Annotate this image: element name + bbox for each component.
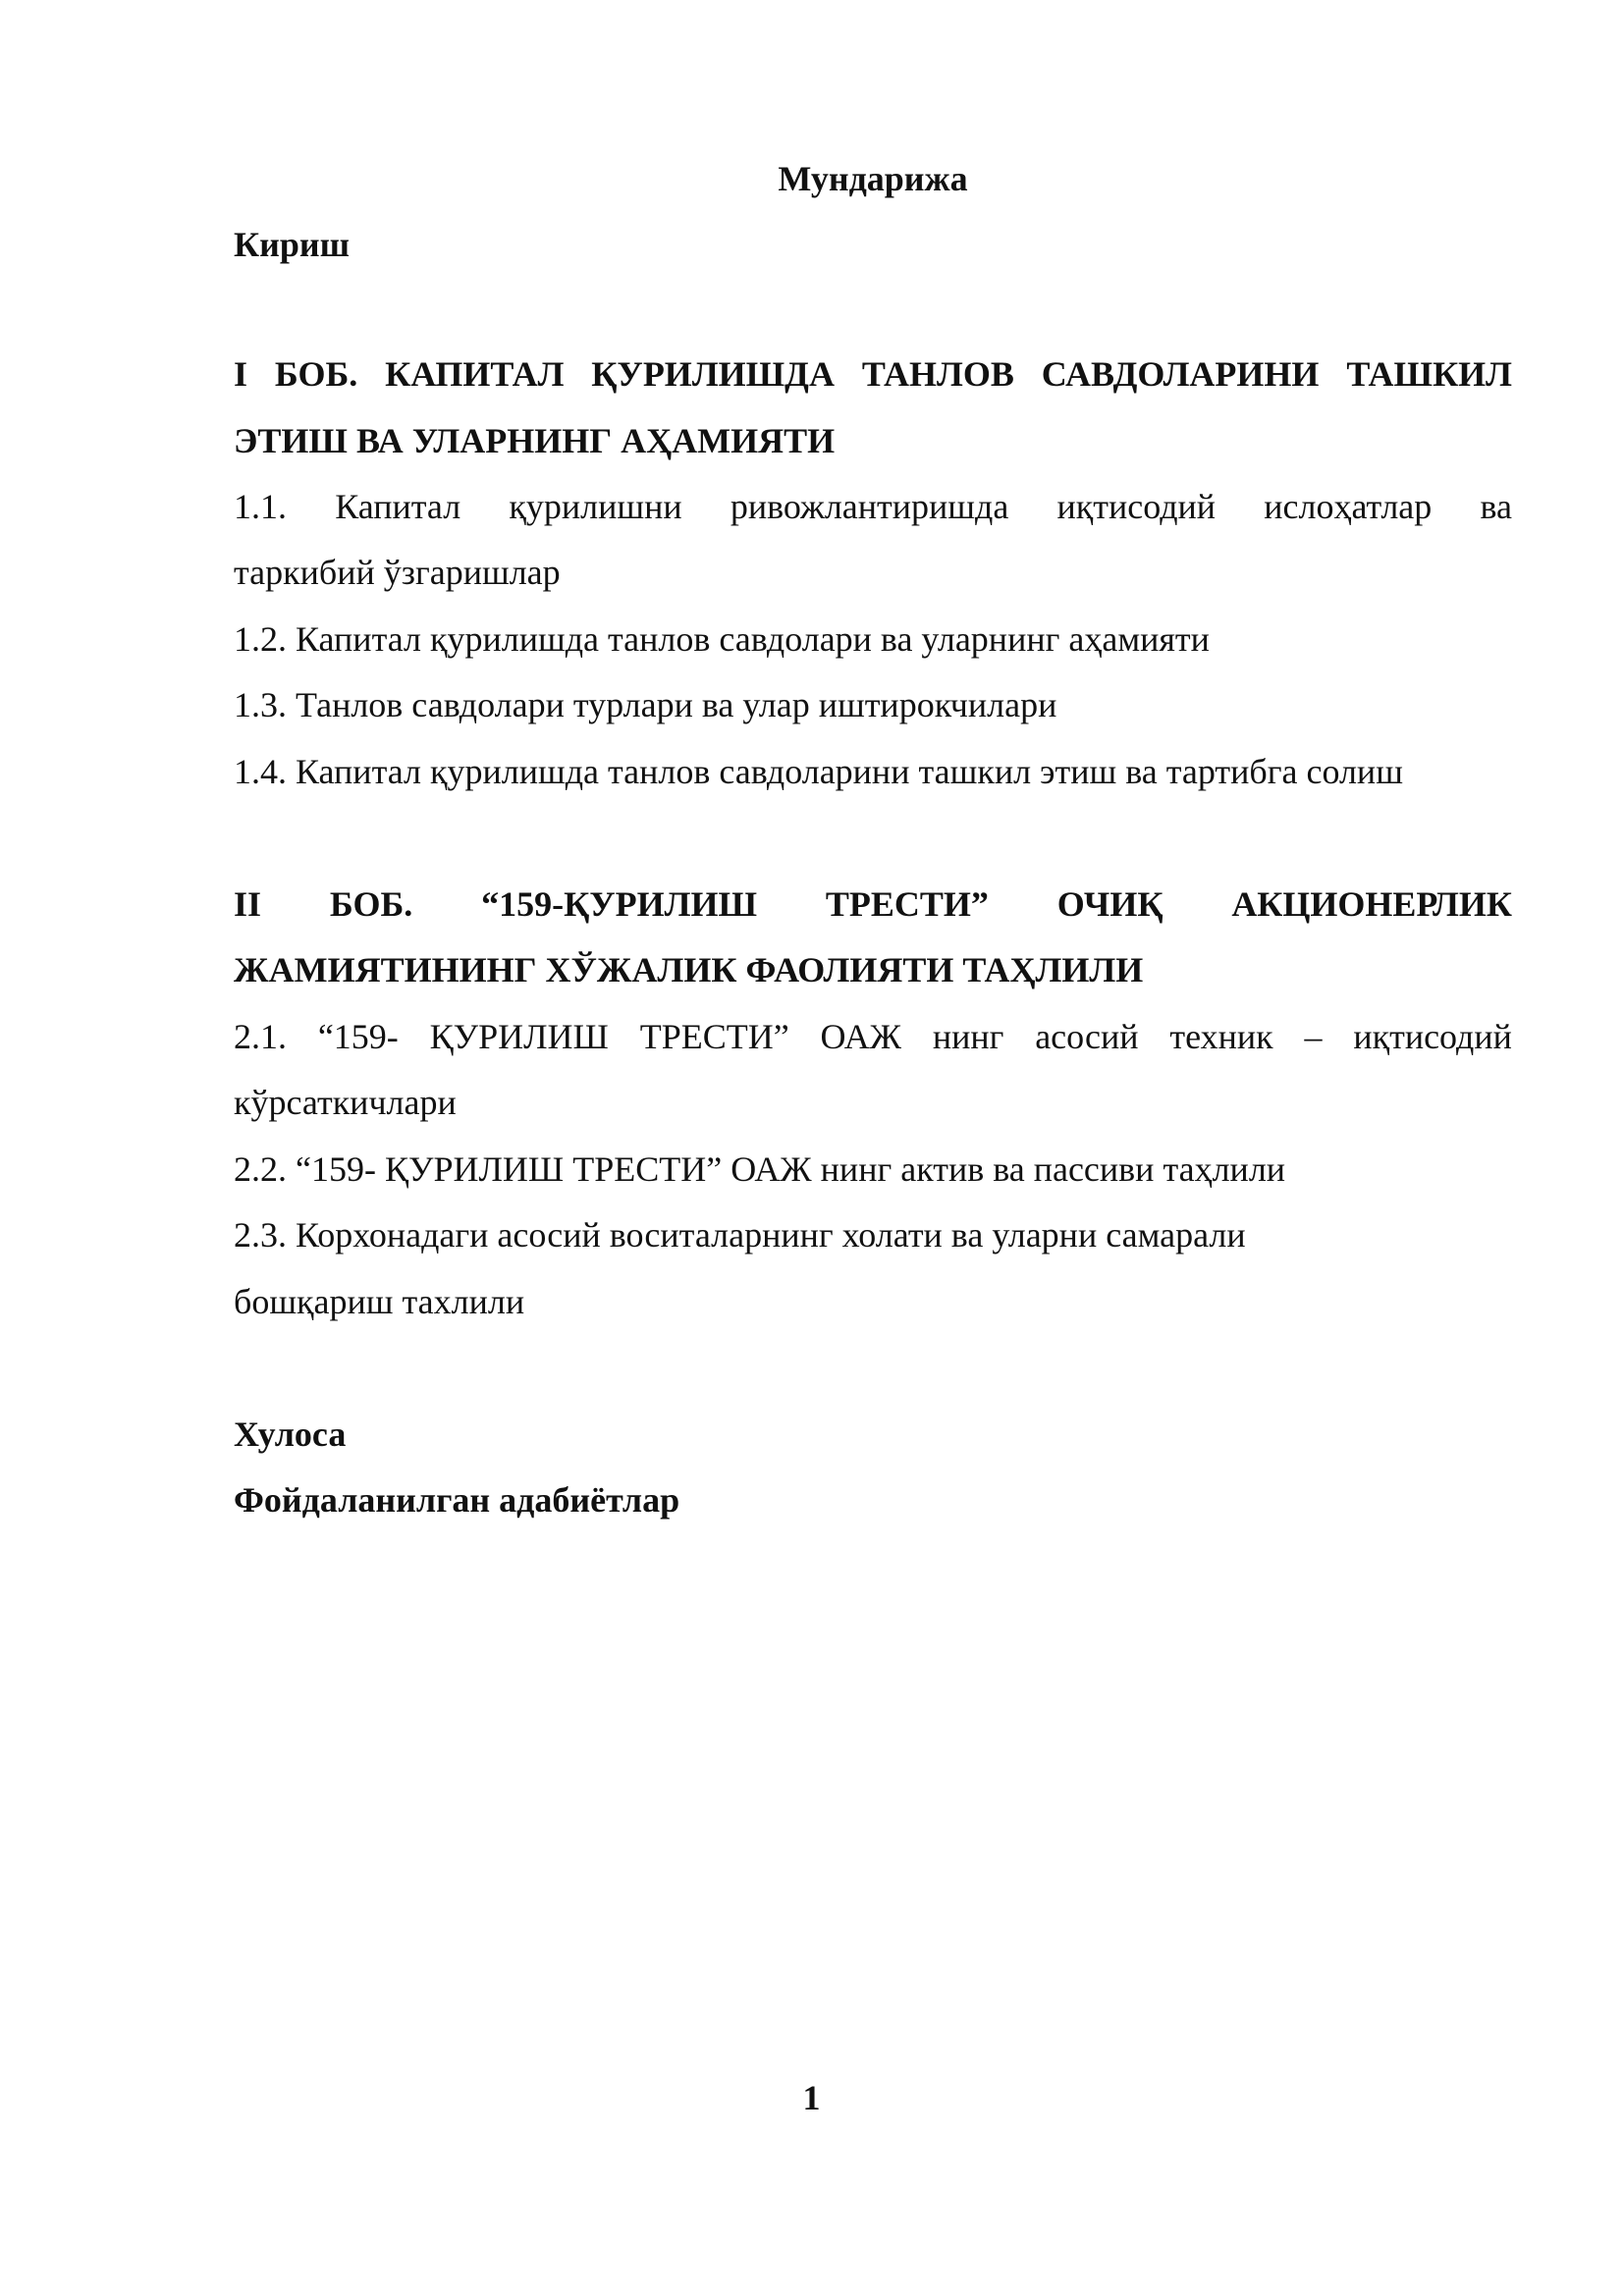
toc-title: Мундарижа <box>778 159 968 198</box>
page-number: 1 <box>802 2078 821 2117</box>
chapter2-heading-word: БОБ. <box>329 884 413 924</box>
toc-item-word: 2.1. <box>234 1017 287 1056</box>
toc-item-2-3: 2.3. Корхонадаги асосий воситаларнинг холати ва уларни самарали <box>234 1215 1246 1255</box>
chapter2-heading-word: “159-ҚУРИЛИШ <box>481 884 758 924</box>
toc-item-word: ҚУРИЛИШ <box>429 1017 609 1056</box>
toc-item-word: қурилишни <box>509 487 682 526</box>
chapter1-heading <box>234 352 1512 396</box>
toc-conclusion: Хулоса <box>234 1415 347 1454</box>
chapter1-heading-word: I <box>234 354 248 394</box>
toc-item-word: ва <box>1480 487 1512 526</box>
toc-item-word: нинг <box>932 1017 1004 1056</box>
chapter1-heading-continued: ЭТИШ ВА УЛАРНИНГ АҲАМИЯТИ <box>234 421 836 460</box>
toc-item-2-3-continued: бошқариш тахлили <box>234 1282 525 1321</box>
toc-item-2-1 <box>234 1015 1512 1058</box>
chapter1-heading-word: БОБ. <box>274 354 358 394</box>
toc-item-word: ислоҳатлар <box>1264 487 1433 526</box>
toc-item-1-3: 1.3. Танлов савдолари турлари ва улар иштирокчилари <box>234 685 1057 724</box>
toc-item-2-1-continued: кўрсаткичлари <box>234 1083 457 1122</box>
toc-item-2-2: 2.2. “159- ҚУРИЛИШ ТРЕСТИ” ОАЖ нинг актив ва пассиви таҳлили <box>234 1149 1286 1189</box>
toc-item-1-4: 1.4. Капитал қурилишда танлов савдоларини ташкил этиш ва тартибга солиш <box>234 752 1403 791</box>
toc-references: Фойдаланилган адабиётлар <box>234 1480 680 1520</box>
toc-item-word: Капитал <box>335 487 461 526</box>
chapter2-heading-word: АКЦИОНЕРЛИК <box>1231 884 1512 924</box>
chapter2-heading-word: ОЧИҚ <box>1056 884 1163 924</box>
toc-item-word: асосий <box>1035 1017 1139 1056</box>
toc-item-1-1 <box>234 485 1512 528</box>
toc-item-1-1-continued: таркибий ўзгаришлар <box>234 553 561 592</box>
toc-item-word: ОАЖ <box>820 1017 901 1056</box>
chapter1-heading-word: ҚУРИЛИШДА <box>591 354 835 394</box>
toc-item-word: – <box>1304 1017 1323 1056</box>
chapter2-heading-word: II <box>234 884 262 924</box>
chapter1-heading-word: САВДОЛАРИНИ <box>1041 354 1320 394</box>
toc-item-1-2: 1.2. Капитал қурилишда танлов савдолари ва уларнинг аҳамияти <box>234 619 1210 659</box>
toc-item-word: 1.1. <box>234 487 287 526</box>
toc-item-word: техник <box>1169 1017 1273 1056</box>
toc-item-word: “159- <box>317 1017 399 1056</box>
chapter1-heading-word: КАПИТАЛ <box>385 354 565 394</box>
chapter1-heading-word: ТАШКИЛ <box>1346 354 1512 394</box>
toc-item-word: ТРЕСТИ” <box>639 1017 789 1056</box>
toc-item-word: иқтисодий <box>1056 487 1217 526</box>
chapter2-heading-word: ТРЕСТИ” <box>825 884 989 924</box>
chapter1-heading-word: ТАНЛОВ <box>861 354 1014 394</box>
toc-item-word: иқтисодий <box>1353 1017 1512 1056</box>
chapter2-heading-continued: ЖАМИЯТИНИНГ ХЎЖАЛИК ФАОЛИЯТИ ТАҲЛИЛИ <box>234 950 1144 989</box>
toc-intro: Кириш <box>234 225 351 264</box>
toc-item-word: ривожлантиришда <box>730 487 1009 526</box>
chapter2-heading <box>234 882 1512 926</box>
